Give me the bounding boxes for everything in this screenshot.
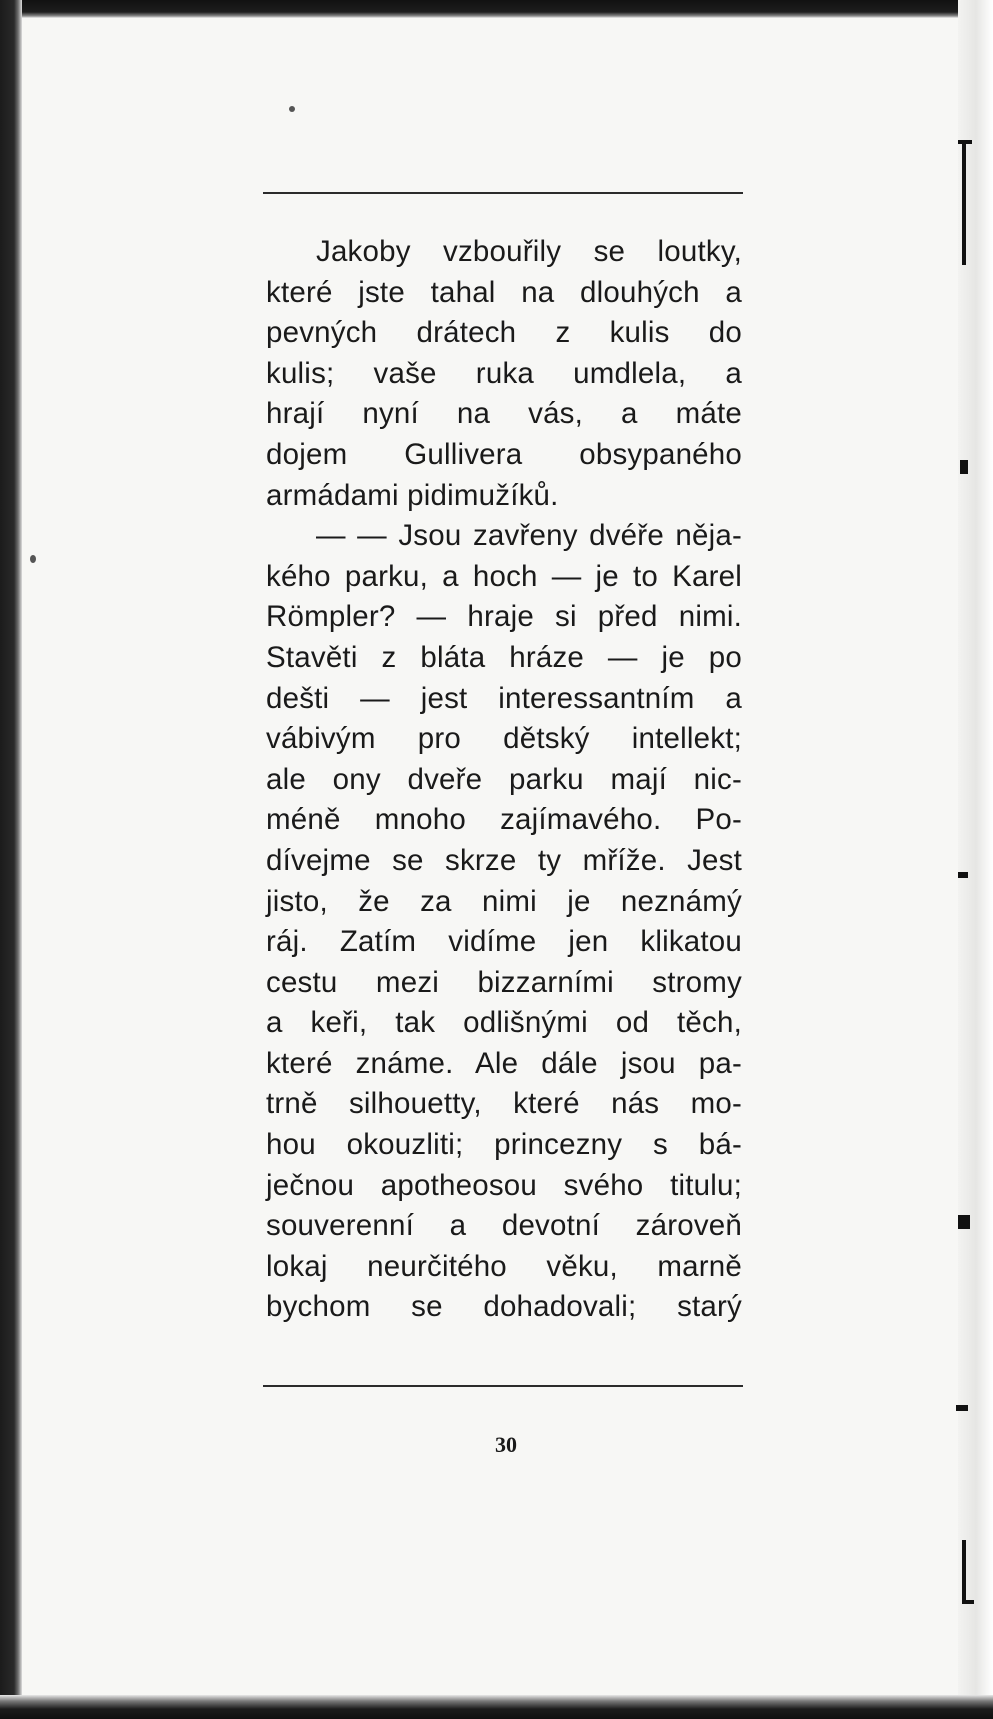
text-line: souverenní a devotní zároveň	[266, 1209, 742, 1243]
text-line: armádami pidimužíků.	[266, 478, 559, 512]
text-line: Römpler? — hraje si před nimi.	[266, 600, 742, 634]
text-line: dojem Gullivera obsypaného	[266, 437, 742, 471]
top-rule	[263, 192, 743, 194]
text-line: trně silhouetty, které nás mo-	[266, 1087, 742, 1121]
scan-bottom-edge	[0, 1695, 993, 1719]
text-line: — — Jsou zavřeny dvéře něja-	[316, 519, 742, 553]
text-line: cestu mezi bizzarními stromy	[266, 965, 742, 999]
binding-mark	[960, 460, 968, 474]
scan-top-edge	[0, 0, 993, 18]
text-line: které jste tahal na dlouhých a	[266, 275, 742, 309]
text-line: dívejme se skrze ty mříže. Jest	[266, 843, 742, 877]
speck	[30, 555, 36, 563]
text-line: Stavěti z bláta hráze — je po	[266, 640, 742, 674]
body-text	[266, 232, 742, 1328]
text-line: lokaj neurčitého věku, marně	[266, 1249, 742, 1283]
binding-mark	[958, 872, 968, 878]
scan-left-edge	[0, 0, 22, 1719]
bottom-rule	[263, 1385, 743, 1387]
text-line: pevných drátech z kulis do	[266, 316, 742, 350]
text-line: bychom se dohadovali; starý	[266, 1290, 742, 1324]
text-line: vábivým pro dětský intellekt;	[266, 722, 742, 756]
text-line: a keři, tak odlišnými od těch,	[266, 1006, 742, 1040]
binding-mark	[958, 1215, 970, 1229]
text-line: jisto, že za nimi je neznámý	[266, 884, 742, 918]
binding-mark	[956, 1405, 968, 1411]
text-line: kého parku, a hoch — je to Karel	[266, 559, 742, 593]
text-line: Jakoby vzbouřily se loutky,	[316, 235, 742, 268]
text-line: kulis; vaše ruka umdlela, a	[266, 356, 742, 390]
text-line: dešti — jest interessantním a	[266, 681, 742, 715]
text-line: ráj. Zatím vidíme jen klikatou	[266, 925, 742, 959]
binding-mark	[962, 1540, 966, 1600]
text-line: hou okouzliti; princezny s bá-	[266, 1128, 742, 1162]
binding-mark	[958, 140, 972, 144]
text-line: ječnou apotheosou svého titulu;	[266, 1168, 742, 1202]
text-line: ale ony dveře parku mají nic-	[266, 762, 742, 796]
text-line: méně mnoho zajímavého. Po-	[266, 803, 742, 837]
binding-mark	[962, 140, 966, 265]
binding-mark	[962, 1600, 974, 1604]
speck	[289, 106, 295, 112]
page-number: 30	[495, 1432, 517, 1457]
text-line: které známe. Ale dále jsou pa-	[266, 1046, 742, 1080]
text-line: hrají nyní na vás, a máte	[266, 397, 742, 431]
